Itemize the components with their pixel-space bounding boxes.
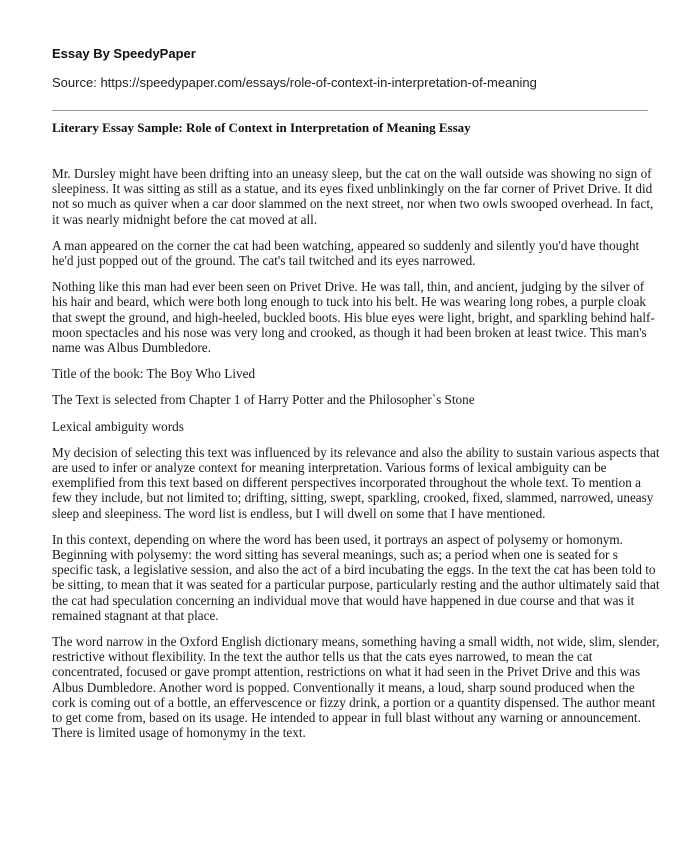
essay-paragraph: In this context, depending on where the word has been used, it portrays an aspect of polysemy or homonym. Beginning with polysemy: the word sitting has several meanings, such as; a period when one is seated for s specific task, a legislative session, and also the act of a bird incubating the eggs. In the text the cat has been told to be sitting, to mean that it was seated for a particular purpose, particularly resting and the author ultimately said that the cat had speculation concerning an individual move that would have happened in due course and that was it remained stagnant at that place. [52, 531, 660, 623]
essay-paragraph: My decision of selecting this text was influenced by its relevance and also the ability to sustain various aspects that are used to infer or analyze context for meaning interpretation. Various forms of lexical ambiguity can be exemplified from this text based on different perspectives incorporated throughout the whole text. To mention a few they include, but not limited to; drifting, sitting, swept, sparkling, crooked, fixed, slammed, narrowed, uneasy sleep and sleepiness. The word list is endless, but I will dwell on some that I have mentioned. [52, 444, 660, 521]
section-heading: Lexical ambiguity words [52, 418, 184, 434]
essay-body [52, 166, 660, 752]
essay-paragraph: The word narrow in the Oxford English dictionary means, something having a small width, not wide, slim, slender, restrictive without flexibility. In the text the author tells us that the cats eyes narrowed, to mean the cat concentrated, focused or gave prompt attention, restrictions on what it had seen in the Privet Drive and this was Albus Dumbledore. Another word is popped. Conventionally it means, a loud, sharp sound produced when the cork is coming out of a bottle, an effervescence or fizzy drink, a portion or a quantity dispensed. The author meant to get come from, based on its usage. He intended to appear in full blast without any warning or announcement. There is limited usage of homonymy in the text. [52, 634, 660, 741]
site-header-title: Essay By SpeedyPaper [52, 46, 196, 61]
essay-paragraph: Mr. Dursley might have been drifting into an uneasy sleep, but the cat on the wall outside was showing no sign of sleepiness. It was sitting as still as a statue, and its eyes fixed unblinkingly on the far corner of Privet Drive. It did not so much as quiver when a car door slammed on the next street, nor when two owls swooped overhead. In fact, it was nearly midnight before the cat moved at all. [52, 166, 654, 227]
book-title-line: Title of the book: The Boy Who Lived [52, 366, 256, 382]
header-divider [52, 110, 648, 111]
text-source-line: The Text is selected from Chapter 1 of Harry Potter and the Philosopher`s Stone [52, 392, 475, 408]
source-label: Source: [52, 75, 97, 90]
essay-paragraph: Nothing like this man had ever been seen on Privet Drive. He was tall, thin, and ancient, judging by the silver of his hair and beard, which were both long enough to tuck into his belt. He was wearing long robes, a purple cloak that swept the ground, and high-heeled, buckled boots. His blue eyes were light, bright, and sparkling behind half-moon spectacles and his nose was very long and crooked, as though it had been broken at least twice. This man's name was Albus Dumbledore. [52, 279, 655, 356]
source-line [52, 75, 537, 90]
essay-title: Literary Essay Sample: Role of Context in Interpretation of Meaning Essay [52, 120, 471, 135]
essay-paragraph: A man appeared on the corner the cat had been watching, appeared so suddenly and silently you'd have thought he'd just popped out of the ground. The cat's tail twitched and its eyes narrowed. [52, 237, 640, 269]
source-url: https://speedypaper.com/essays/role-of-context-in-interpretation-of-meaning [100, 75, 537, 90]
